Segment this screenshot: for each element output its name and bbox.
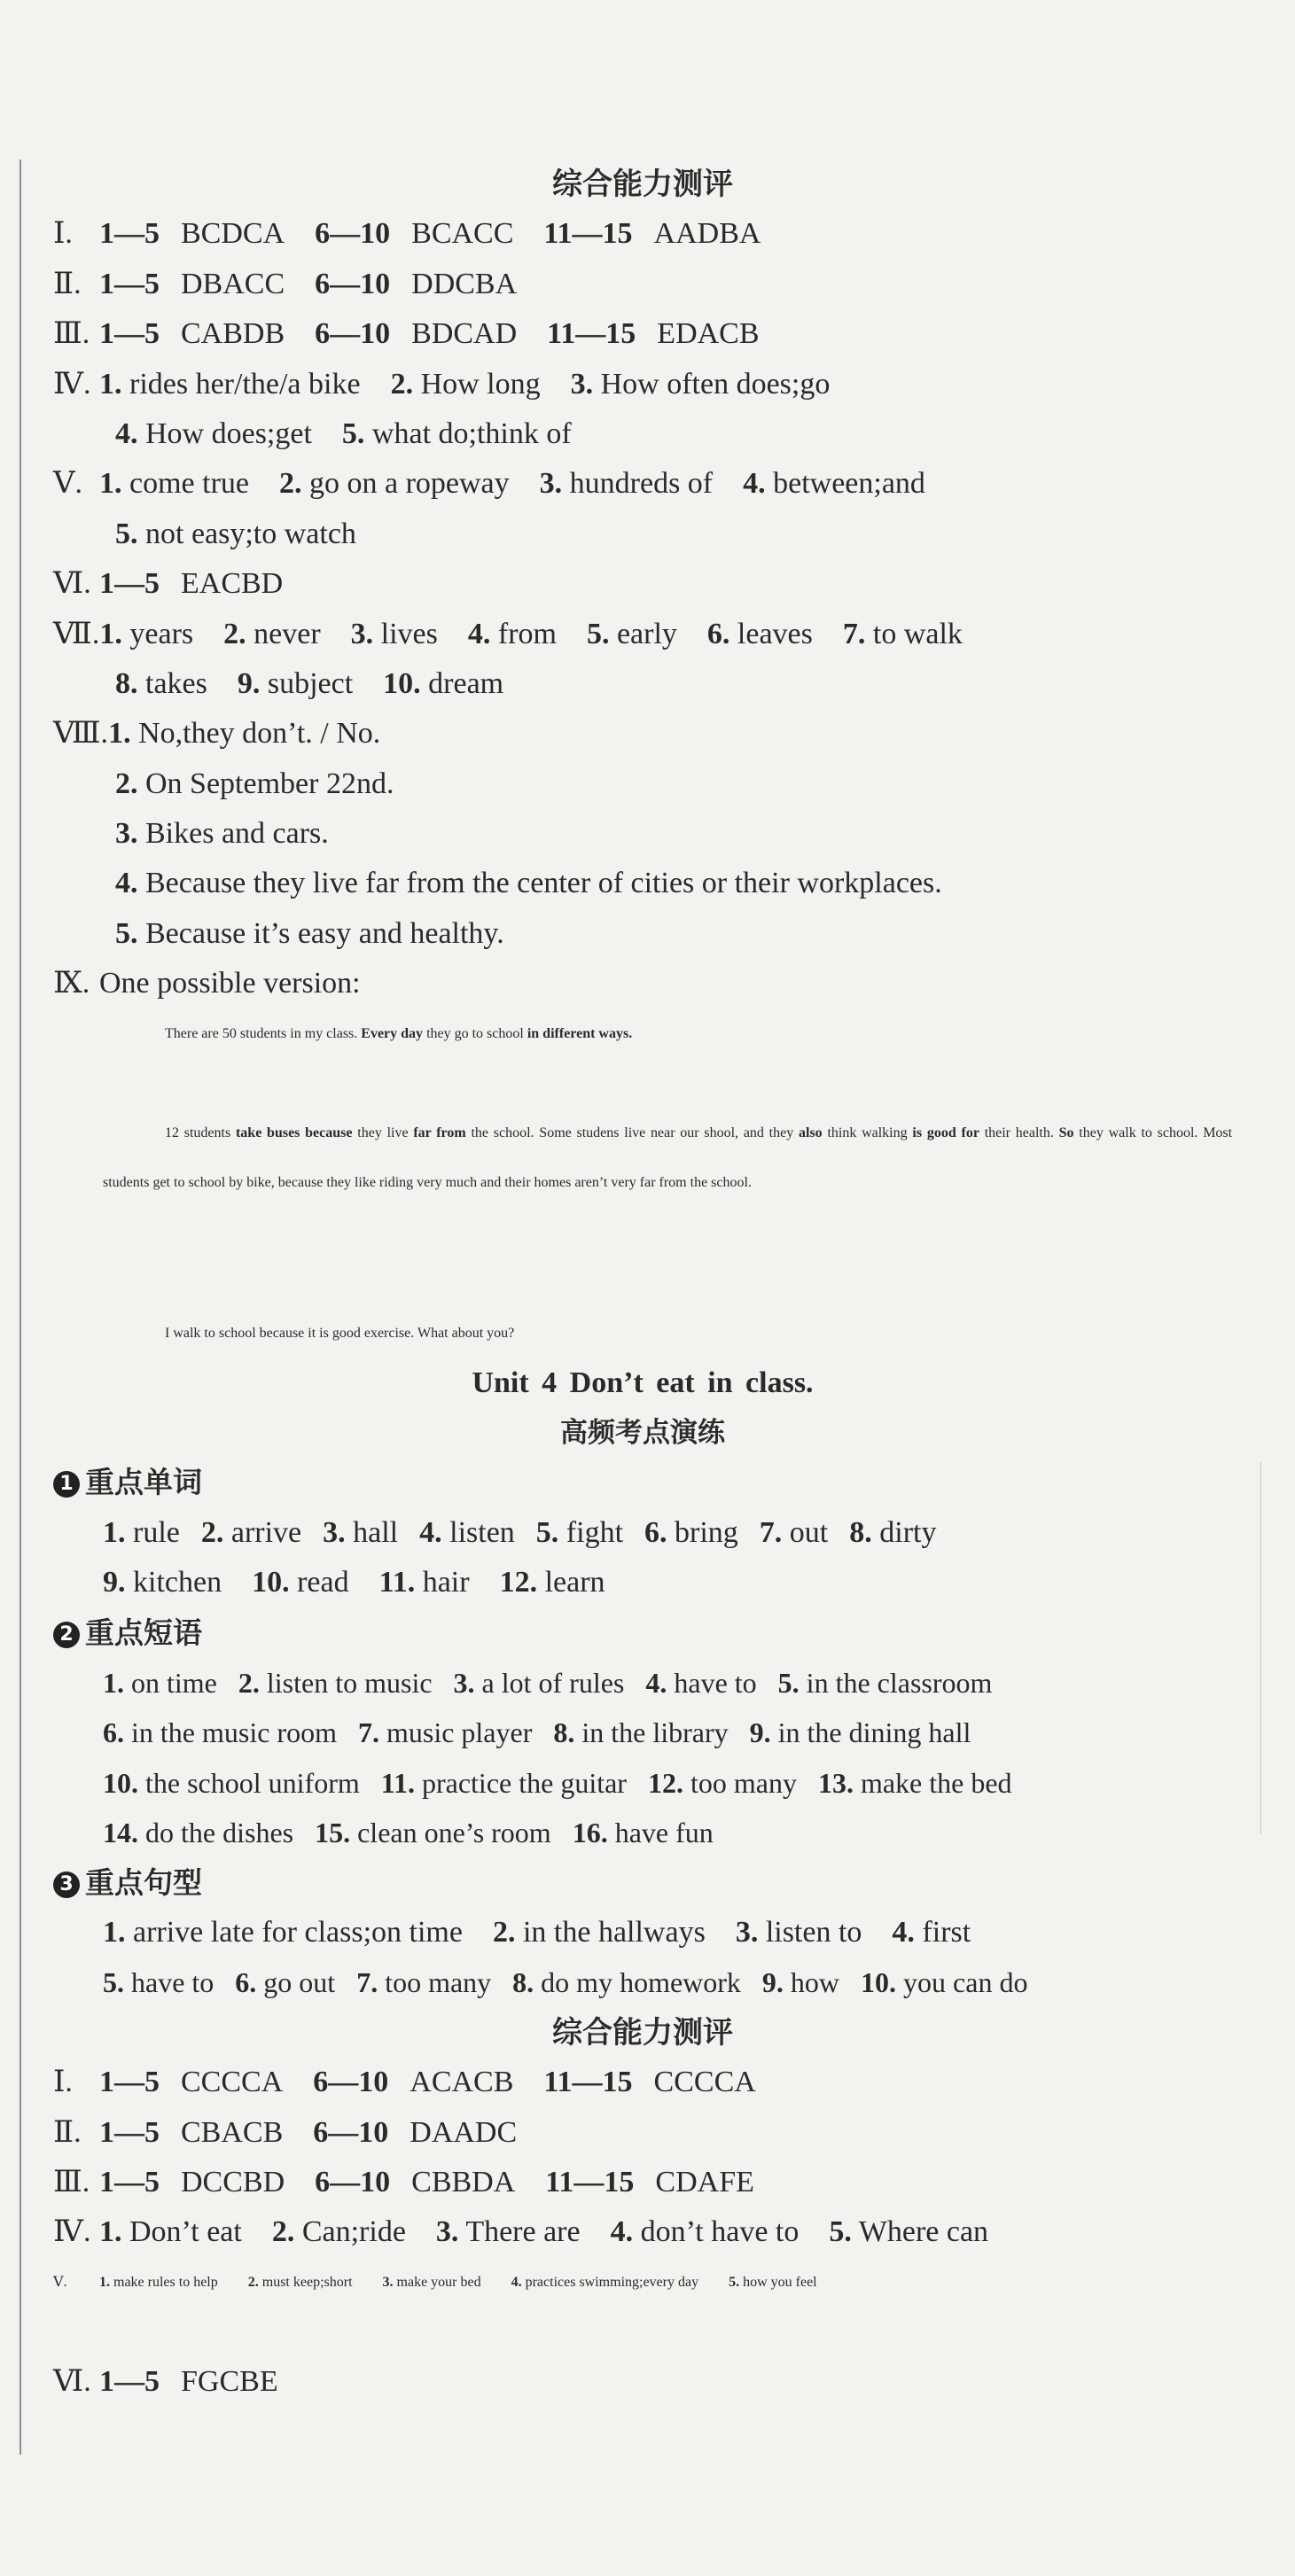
s2-answer-row-3: [53, 2158, 1232, 2207]
item-number: 4.: [115, 867, 138, 900]
answer-text: how you feel: [743, 2274, 817, 2290]
item-number: 11.: [380, 1766, 415, 1799]
answer-text: Because they live far from the center of cities or their workplaces.: [145, 867, 942, 900]
roman-numeral: Ⅶ.: [53, 617, 100, 650]
item-number: 13.: [817, 1766, 854, 1799]
answer-text: do my homework: [541, 1966, 741, 1999]
answers: DAADC: [410, 2115, 518, 2149]
answer-text: fight: [566, 1515, 624, 1549]
answer-text: kitchen: [133, 1566, 222, 1599]
item-number: 1.: [103, 1915, 126, 1949]
unit-subtitle: 高频考点演练: [560, 1417, 725, 1450]
item-number: 6.: [103, 1716, 124, 1749]
s2-answer-row-2: [53, 2108, 1232, 2158]
item-range: 1—5: [99, 567, 160, 601]
roman-numeral: Ⅲ.: [53, 317, 90, 351]
item-number: 1.: [99, 467, 122, 501]
answer-text: the school uniform: [145, 1766, 360, 1799]
text: they live: [357, 1125, 409, 1140]
s2-answer-row-6: [53, 2357, 1232, 2407]
s2-answer-row-5: [53, 2258, 1232, 2357]
writing-paragraph-2: [53, 1109, 1232, 1309]
roman-numeral: Ⅱ.: [53, 2115, 82, 2149]
s1-answer-row-7a: [53, 610, 1232, 659]
item-number: 1.: [99, 367, 122, 401]
phrases-row-4: [53, 1808, 1232, 1857]
s1-answer-row-8c: [53, 809, 1232, 859]
answers: EDACB: [657, 317, 760, 351]
answer-text: learn: [544, 1566, 605, 1599]
answer-text: rule: [133, 1515, 180, 1549]
answer-text: go on a ropeway: [309, 467, 510, 501]
item-number: 2.: [238, 1666, 260, 1699]
answer-text: How does;get: [145, 416, 312, 450]
item-number: 10.: [861, 1966, 897, 1999]
answer-text: in the hallways: [522, 1915, 706, 1949]
s2-answer-row-1: [53, 2058, 1232, 2107]
item-number: 7.: [357, 1716, 379, 1749]
section-heading: 重点短语: [85, 1615, 202, 1650]
answer-text: too many: [690, 1766, 797, 1799]
text: the school. Some studens live near our shool, and they: [471, 1125, 794, 1140]
answer-text: too many: [385, 1966, 492, 1999]
answers: CBACB: [181, 2115, 284, 2149]
text: I walk to school because it is good exercise. What about you?: [165, 1325, 515, 1341]
s1-answer-row-4a: [53, 360, 1232, 409]
answers: CDAFE: [655, 2165, 754, 2199]
answer-text: listen to music: [266, 1666, 433, 1699]
answer-text: come true: [129, 467, 249, 501]
item-number: 5.: [341, 416, 365, 450]
section-title-1: 综合能力测评: [552, 167, 733, 202]
item-number: 2.: [200, 1515, 224, 1549]
answer-text: listen to: [765, 1915, 862, 1949]
item-number: 3.: [570, 367, 594, 401]
phrases-row-1: [53, 1658, 1232, 1708]
answer-text: Where can: [858, 2215, 989, 2249]
answer-text: Don’t eat: [129, 2215, 242, 2249]
item-number: 5.: [729, 2274, 740, 2290]
answer-text: No,they don’t. / No.: [138, 717, 381, 751]
item-number: 1.: [108, 717, 131, 751]
answer-text: early: [616, 617, 677, 650]
answer-text: music player: [386, 1716, 533, 1749]
text: they go to school: [426, 1025, 524, 1041]
item-number: 12.: [499, 1566, 538, 1599]
roman-numeral: Ⅱ.: [53, 267, 82, 300]
section-heading: 重点单词: [85, 1465, 202, 1500]
item-range: 6—10: [315, 317, 391, 351]
roman-numeral: Ⅴ.: [53, 2274, 67, 2290]
item-number: 2.: [271, 2215, 295, 2249]
answer-text: rides her/the/a bike: [129, 367, 361, 401]
s1-answer-row-1: [53, 209, 1232, 259]
answer-text: dream: [428, 666, 504, 700]
item-number: 7.: [842, 617, 866, 650]
answer-text: There are: [465, 2215, 581, 2249]
answer-text: in the classroom: [806, 1666, 993, 1699]
answer-text: subject: [267, 666, 354, 700]
answer-text: make the bed: [860, 1766, 1012, 1799]
item-number: 8.: [849, 1515, 872, 1549]
answer-text: read: [297, 1566, 349, 1599]
item-range: 6—10: [315, 217, 391, 251]
s1-answer-row-4b: [53, 409, 1232, 459]
page-edge-rule: [1260, 1462, 1261, 1834]
section-number-badge: 2: [53, 1622, 80, 1648]
answer-text: out: [789, 1515, 829, 1549]
section-number-badge: 3: [53, 1872, 80, 1898]
item-number: 3.: [115, 817, 138, 851]
item-range: 1—5: [99, 2364, 160, 2398]
answer-text: have to: [674, 1666, 757, 1699]
writing-paragraph-3: [53, 1309, 1232, 1358]
answer-text: in the music room: [131, 1716, 337, 1749]
answer-text: Because it’s easy and healthy.: [145, 916, 504, 950]
item-number: 1.: [103, 1666, 124, 1699]
section-title-2: 综合能力测评: [552, 2014, 733, 2051]
answer-text: hall: [353, 1515, 399, 1549]
answer-text: practice the guitar: [421, 1766, 627, 1799]
item-range: 1—5: [99, 217, 160, 251]
roman-numeral: Ⅰ.: [53, 2066, 73, 2099]
item-number: 7.: [356, 1966, 378, 1999]
section-number-badge: 1: [53, 1471, 80, 1498]
item-number: 4.: [511, 2274, 522, 2290]
answers: BCDCA: [181, 217, 285, 251]
item-number: 10.: [252, 1566, 290, 1599]
item-number: 4.: [892, 1915, 915, 1949]
item-number: 9.: [749, 1716, 771, 1749]
answers: EACBD: [181, 567, 284, 601]
answer-text: never: [254, 617, 321, 650]
s1-answer-row-5b: [53, 510, 1232, 559]
item-number: 8.: [115, 666, 138, 700]
item-number: 11.: [378, 1566, 416, 1599]
answer-text: make rules to help: [113, 2274, 218, 2290]
answer-text: a lot of rules: [481, 1666, 625, 1699]
sentences-row-1: [53, 1908, 1232, 1957]
item-range: 11—15: [543, 2066, 633, 2099]
bold-text: take buses because: [235, 1125, 353, 1140]
answer-text: have to: [131, 1966, 215, 1999]
item-range: 6—10: [315, 267, 391, 300]
s1-answer-row-8d: [53, 859, 1232, 908]
answer-text: How long: [420, 367, 541, 401]
sentences-row-2: [53, 1957, 1232, 2007]
item-number: 8.: [553, 1716, 575, 1749]
item-number: 5.: [829, 2215, 852, 2249]
words-heading: [53, 1458, 1232, 1507]
answer-text: to walk: [872, 617, 963, 650]
item-number: 14.: [103, 1817, 138, 1849]
item-number: 4.: [610, 2215, 634, 2249]
answers: DBACC: [181, 267, 285, 300]
phrases-row-2: [53, 1708, 1232, 1757]
unit-title: Unit 4 Don’t eat in class.: [472, 1366, 814, 1399]
answer-text: lives: [380, 617, 438, 650]
roman-numeral: Ⅲ.: [53, 2165, 90, 2199]
s1-answer-row-7b: [53, 659, 1232, 709]
answer-text: in the dining hall: [777, 1716, 971, 1749]
answer-text: dirty: [879, 1515, 937, 1549]
answer-text: in the library: [581, 1716, 729, 1749]
item-range: 1—5: [99, 2165, 160, 2199]
item-range: 1—5: [99, 2115, 160, 2149]
item-number: 5.: [103, 1966, 124, 1999]
answer-text: don’t have to: [640, 2215, 800, 2249]
answer-text: takes: [145, 666, 207, 700]
answer-text: make your bed: [396, 2274, 481, 2290]
answer-text: how: [790, 1966, 840, 1999]
item-number: 12.: [647, 1766, 683, 1799]
item-number: 3.: [435, 2215, 459, 2249]
bold-text: Every day: [361, 1025, 424, 1041]
item-number: 4.: [419, 1515, 442, 1549]
answer-text: must keep;short: [261, 2274, 353, 2290]
item-number: 4.: [467, 617, 491, 650]
s1-answer-row-8a: [53, 709, 1232, 759]
answer-text: bring: [675, 1515, 738, 1549]
item-number: 3.: [350, 617, 374, 650]
s1-answer-row-5a: [53, 459, 1232, 509]
item-number: 5.: [115, 916, 138, 950]
item-number: 15.: [315, 1817, 351, 1849]
item-number: 4.: [115, 416, 138, 450]
answer-text: hair: [422, 1566, 470, 1599]
answer-text: clean one’s room: [357, 1817, 551, 1849]
item-number: 10.: [103, 1766, 138, 1799]
answers: CCCCA: [181, 2066, 284, 2099]
s2-answer-row-4: [53, 2207, 1232, 2257]
s1-answer-row-9: [53, 959, 1232, 1008]
s1-answer-row-3: [53, 309, 1232, 359]
item-number: 2.: [390, 367, 414, 401]
answers: FGCBE: [181, 2364, 278, 2398]
answer-text: years: [129, 617, 194, 650]
item-number: 2.: [223, 617, 246, 650]
item-number: 5.: [777, 1666, 800, 1699]
item-number: 1.: [99, 2274, 110, 2290]
answer-text: on time: [131, 1666, 217, 1699]
item-number: 3.: [382, 2274, 394, 2290]
answer-text: what do;think of: [371, 416, 572, 450]
item-range: 1—5: [99, 2066, 160, 2099]
answer-text: practices swimming;every day: [525, 2274, 699, 2290]
item-number: 9.: [761, 1966, 784, 1999]
answers: CABDB: [181, 317, 285, 351]
text: 12 students: [165, 1125, 231, 1140]
answer-text: arrive: [230, 1515, 302, 1549]
phrases-row-3: [53, 1758, 1232, 1808]
roman-numeral: Ⅵ.: [53, 2364, 91, 2398]
item-number: 3.: [323, 1515, 346, 1549]
writing-paragraph-1: [53, 1009, 1232, 1109]
item-number: 6.: [706, 617, 730, 650]
item-number: 3.: [735, 1915, 759, 1949]
item-number: 8.: [512, 1966, 534, 1999]
item-number: 9.: [237, 666, 261, 700]
bold-text: also: [799, 1125, 823, 1140]
answer-text: go out: [263, 1966, 336, 1999]
bold-text: in different ways.: [527, 1025, 633, 1041]
item-number: 2.: [279, 467, 302, 501]
item-number: 5.: [586, 617, 610, 650]
item-number: 3.: [539, 467, 563, 501]
roman-numeral: Ⅰ.: [53, 217, 73, 251]
answer-text: hundreds of: [569, 467, 714, 501]
s1-answer-row-6: [53, 559, 1232, 609]
item-number: 5.: [535, 1515, 559, 1549]
section-heading: 重点句型: [85, 1864, 202, 1900]
roman-numeral: Ⅴ.: [53, 467, 83, 501]
item-range: 11—15: [543, 217, 633, 251]
bold-text: is good for: [912, 1125, 979, 1140]
answer-text: listen: [449, 1515, 515, 1549]
words-row-1: [53, 1508, 1232, 1558]
answers: CBBDA: [411, 2165, 516, 2199]
item-number: 7.: [759, 1515, 783, 1549]
item-number: 5.: [115, 517, 138, 550]
answers: DDCBA: [411, 267, 518, 300]
answer-text: leaves: [737, 617, 813, 650]
text: There are 50 students in my class.: [165, 1025, 358, 1041]
roman-numeral: Ⅳ.: [53, 2215, 91, 2249]
answers: ACACB: [410, 2066, 514, 2099]
item-range: 1—5: [99, 317, 160, 351]
item-number: 6.: [235, 1966, 257, 1999]
roman-numeral: Ⅸ.: [53, 967, 90, 1000]
item-number: 2.: [115, 767, 138, 800]
answer-text: from: [497, 617, 557, 650]
item-range: 6—10: [315, 2165, 391, 2199]
item-number: 3.: [453, 1666, 475, 1699]
answer-text: do the dishes: [145, 1817, 294, 1849]
answer-text: How often does;go: [600, 367, 831, 401]
item-number: 4.: [645, 1666, 667, 1699]
answers: BDCAD: [411, 317, 518, 351]
answer-text: arrive late for class;on time: [133, 1915, 463, 1949]
sentences-heading: [53, 1858, 1232, 1908]
roman-numeral: Ⅷ.: [53, 717, 109, 751]
answer-text: not easy;to watch: [145, 517, 356, 550]
item-number: 4.: [743, 467, 766, 501]
s1-answer-row-8b: [53, 759, 1232, 809]
roman-numeral: Ⅵ.: [53, 567, 91, 601]
answers: BCACC: [411, 217, 514, 251]
item-number: 6.: [644, 1515, 667, 1549]
words-row-2: [53, 1558, 1232, 1607]
answer-text: Can;ride: [301, 2215, 406, 2249]
item-range: 6—10: [313, 2115, 389, 2149]
item-number: 16.: [572, 1817, 608, 1849]
s1-answer-row-2: [53, 260, 1232, 309]
writing-lead: One possible version:: [99, 967, 361, 1000]
margin-rule: [20, 160, 21, 2455]
item-number: 9.: [103, 1566, 126, 1599]
answer-text: have fun: [614, 1817, 714, 1849]
phrases-heading: [53, 1608, 1232, 1658]
answer-text: On September 22nd.: [145, 767, 394, 800]
answer-text: you can do: [903, 1966, 1028, 1999]
roman-numeral: Ⅳ.: [53, 367, 91, 401]
item-range: 1—5: [99, 267, 160, 300]
answer-text: first: [922, 1915, 971, 1949]
item-number: 1.: [99, 2215, 122, 2249]
s1-answer-row-8e: [53, 909, 1232, 959]
item-number: 2.: [247, 2274, 259, 2290]
text: they walk to school. Most students get to school by bike, because they like riding very much and their homes aren’t very far from the school.: [103, 1125, 1233, 1190]
item-range: 11—15: [545, 2165, 635, 2199]
item-range: 6—10: [313, 2066, 389, 2099]
item-number: 1.: [99, 617, 122, 650]
item-range: 11—15: [547, 317, 636, 351]
text: think walking: [827, 1125, 908, 1140]
answer-text: between;and: [773, 467, 925, 501]
answers: AADBA: [653, 217, 761, 251]
bold-text: So: [1058, 1125, 1074, 1140]
item-number: 2.: [492, 1915, 516, 1949]
answers: CCCCA: [653, 2066, 756, 2099]
item-number: 1.: [103, 1515, 126, 1549]
item-number: 10.: [383, 666, 421, 700]
answers: DCCBD: [181, 2165, 285, 2199]
answer-key-page: [53, 160, 1232, 2407]
answer-text: Bikes and cars.: [145, 817, 329, 851]
text: their health.: [984, 1125, 1054, 1140]
bold-text: far from: [413, 1125, 466, 1140]
